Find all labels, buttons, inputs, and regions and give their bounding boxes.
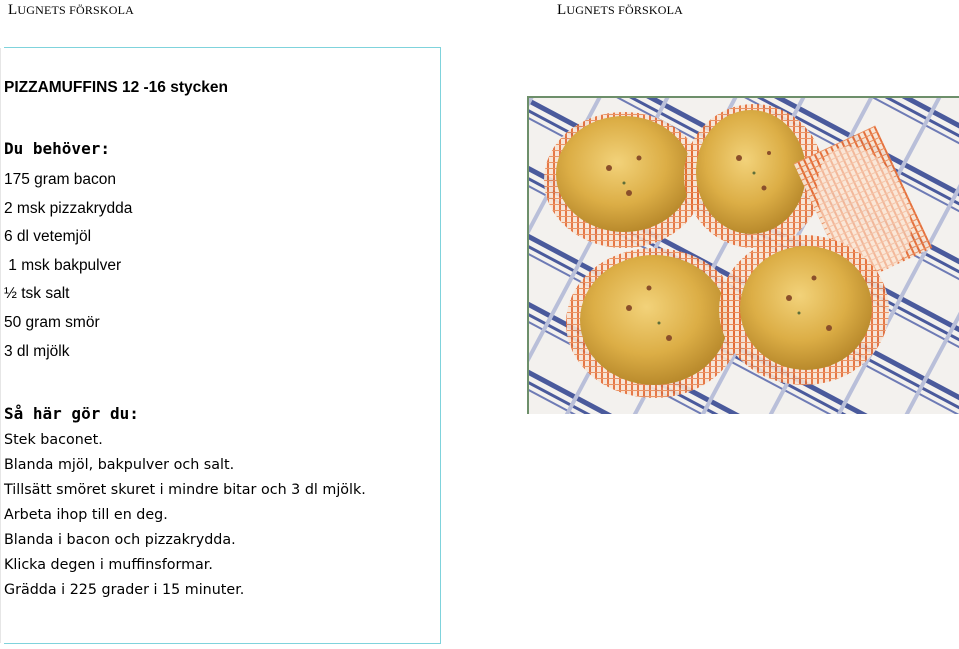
step-item: Klicka degen i muffinsformar. (4, 557, 213, 573)
step-item: Blanda mjöl, bakpulver och salt. (4, 457, 235, 473)
ingredient-item: 6 dl vetemjöl (4, 228, 92, 246)
ingredient-item: 50 gram smör (4, 313, 100, 331)
steps-list (4, 430, 366, 605)
recipe-title: PIZZAMUFFINS 12 -16 stycken (4, 79, 228, 96)
ingredient-item: 2 msk pizzakrydda (4, 199, 133, 217)
muffins-photo (527, 96, 959, 414)
muffins-illustration (529, 98, 959, 414)
header-left-initial: L (8, 2, 18, 18)
step-item: Arbeta ihop till en deg. (4, 507, 168, 523)
step-item: Stek baconet. (4, 432, 103, 448)
header-right-text: UGNETS FÖRSKOLA (566, 3, 684, 17)
ingredient-item: 175 gram bacon (4, 171, 117, 188)
steps-heading: Så här gör du: (4, 404, 139, 423)
step-item: Tillsätt smöret skuret i mindre bitar och 3 dl mjölk. (4, 482, 366, 498)
ingredients-list (4, 169, 132, 369)
ingredients-heading: Du behöver: (4, 139, 110, 158)
header-right (557, 2, 683, 19)
step-item: Grädda i 225 grader i 15 minuter. (4, 582, 245, 598)
ingredient-item: ½ tsk salt (4, 285, 70, 303)
ingredient-item: 1 msk bakpulver (4, 256, 122, 274)
ingredient-item: 3 dl mjölk (4, 342, 70, 360)
step-item: Blanda i bacon och pizzakrydda. (4, 532, 236, 548)
header-right-initial: L (557, 2, 567, 18)
header-left-text: UGNETS FÖRSKOLA (17, 3, 135, 17)
header-left (8, 2, 134, 19)
